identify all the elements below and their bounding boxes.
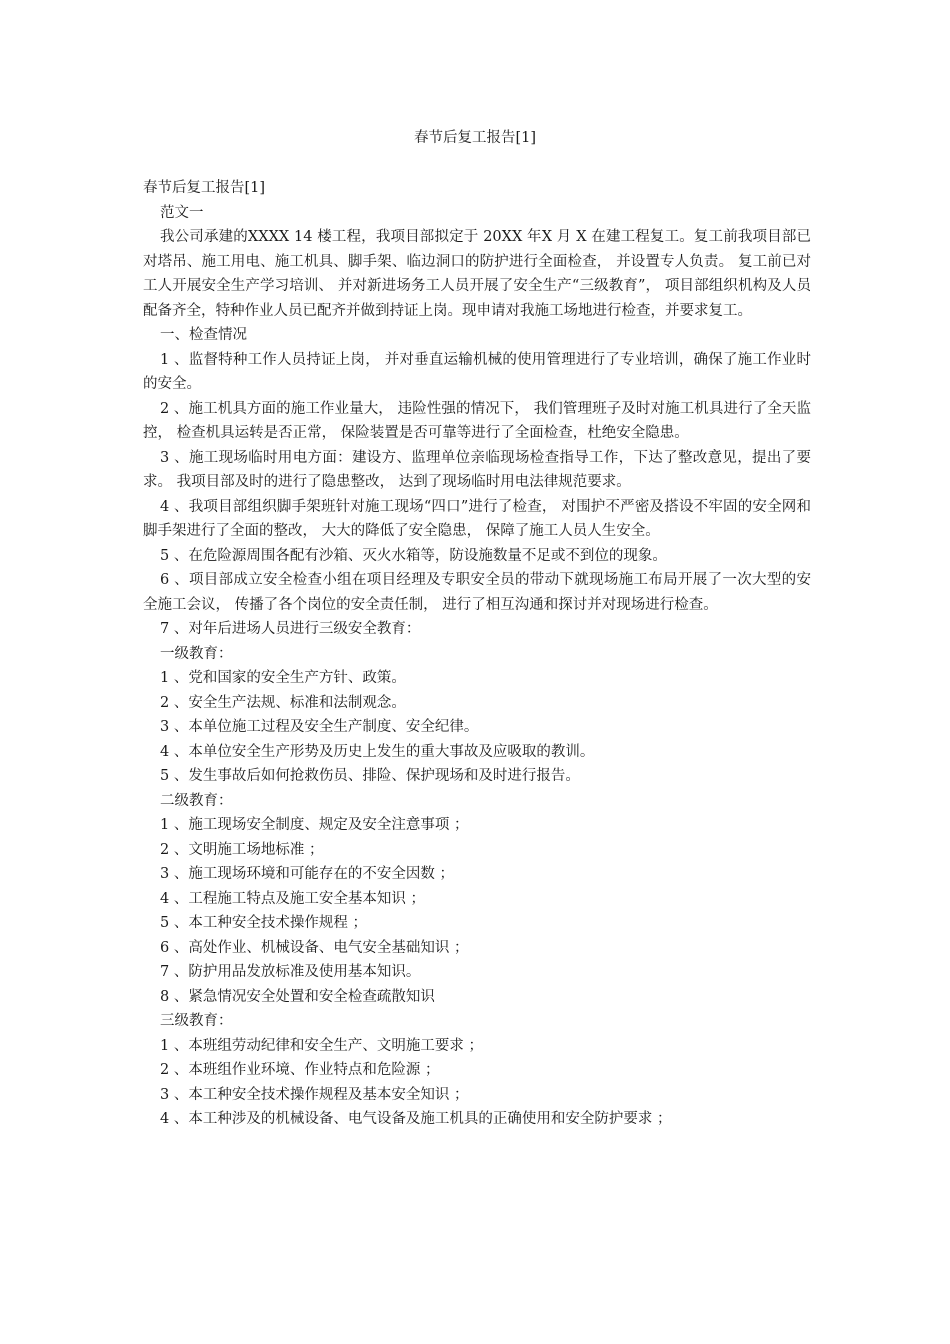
- paragraph: 我公司承建的XXXX 14 楼工程，我项目部拟定于 20XX 年X 月 X 在建工程复工。复工前我项目部已对塔吊、施工用电、施工机具、脚手架、临边洞口的防护进行全面检查， 并设置专人负责。 复工前已对工人开展安全生产学习培训、 并对新进场务工人员开展了安全生产“三级教育”， 项目部组织机构及人员配备齐全，特种作业人员已配齐并做到持证上岗。现申请对我施工场地进行检查，并要求复工。: [143, 229, 811, 319]
- section-heading: 二级教育：: [160, 792, 233, 809]
- list-item: 1 、本班组劳动纪律和安全生产、文明施工要求 ；: [160, 1037, 483, 1054]
- section-heading: 三级教育：: [160, 1013, 233, 1029]
- list-item: 6 、项目部成立安全检查小组在项目经理及专职安全员的带动下就现场施工布局开展了一次大型的安全施工会议， 传播了各个岗位的安全责任制， 进行了相互沟通和探讨并对现场进行检查。: [143, 572, 811, 613]
- paragraph: 范文一: [160, 204, 204, 221]
- list-item: 6 、高处作业、机械设备、电气安全基础知识 ；: [160, 939, 469, 956]
- document-body: [143, 176, 811, 1132]
- section-heading: 一、检查情况: [160, 327, 247, 343]
- list-item: 4 、我项目部组织脚手架班针对施工现场“四口”进行了检查， 对围护不严密及搭设不牢固的安全网和脚手架进行了全面的整改， 大大的降低了安全隐患， 保障了施工人员人生安全。: [143, 498, 811, 539]
- list-item: 4 、工程施工特点及施工安全基本知识 ；: [160, 890, 425, 907]
- list-item: 8 、紧急情况安全处置和安全检查疏散知识: [160, 988, 435, 1005]
- list-item: 1 、施工现场安全制度、规定及安全注意事项 ；: [160, 817, 469, 833]
- list-item: 7 、防护用品发放标准及使用基本知识。: [160, 964, 421, 980]
- list-item: 3 、本单位施工过程及安全生产制度、安全纪律。: [160, 719, 479, 735]
- list-item: 5 、在危险源周围各配有沙箱、灭火水箱等，防设施数量不足或不到位的现象。: [160, 547, 667, 564]
- section-heading: 一级教育：: [160, 645, 233, 662]
- list-item: 4 、本工种涉及的机械设备、电气设备及施工机具的正确使用和安全防护要求 ；: [160, 1111, 672, 1127]
- document-subtitle: 春节后复工报告[1]: [143, 180, 266, 196]
- list-item: 1 、党和国家的安全生产方针、政策。: [160, 670, 406, 686]
- list-item: 2 、安全生产法规、标准和法制观念。: [160, 694, 406, 711]
- list-item: 2 、本班组作业环境、作业特点和危险源 ；: [160, 1062, 440, 1078]
- list-item: 2 、文明施工场地标准 ；: [160, 841, 324, 858]
- list-item: 3 、本工种安全技术操作规程及基本安全知识 ；: [160, 1086, 469, 1103]
- list-item: 2 、施工机具方面的施工作业量大， 违险性强的情况下， 我们管理班子及时对施工机具进行了全天监控， 检查机具运转是否正常， 保险装置是否可靠等进行了全面检查，杜绝安全隐患。: [143, 400, 811, 441]
- list-item: 5 、发生事故后如何抢救伤员、排险、保护现场和及时进行报告。: [160, 768, 580, 784]
- list-item: 3 、施工现场临时用电方面：建设方、监理单位亲临现场检查指导工作，下达了整改意见，提出了要求。 我项目部及时的进行了隐患整改， 达到了现场临时用电法律规范要求。: [143, 449, 811, 490]
- list-item: 3 、施工现场环境和可能存在的不安全因数 ；: [160, 866, 454, 882]
- list-item: 7 、对年后进场人员进行三级安全教育：: [160, 621, 421, 637]
- list-item: 1 、监督特种工作人员持证上岗， 并对垂直运输机械的使用管理进行了专业培训，确保了施工作业时的安全。: [143, 351, 811, 392]
- list-item: 4 、本单位安全生产形势及历史上发生的重大事故及应吸取的教训。: [160, 743, 595, 760]
- document-title: 春节后复工报告[1]: [413, 130, 537, 146]
- list-item: 5 、本工种安全技术操作规程 ；: [160, 915, 367, 931]
